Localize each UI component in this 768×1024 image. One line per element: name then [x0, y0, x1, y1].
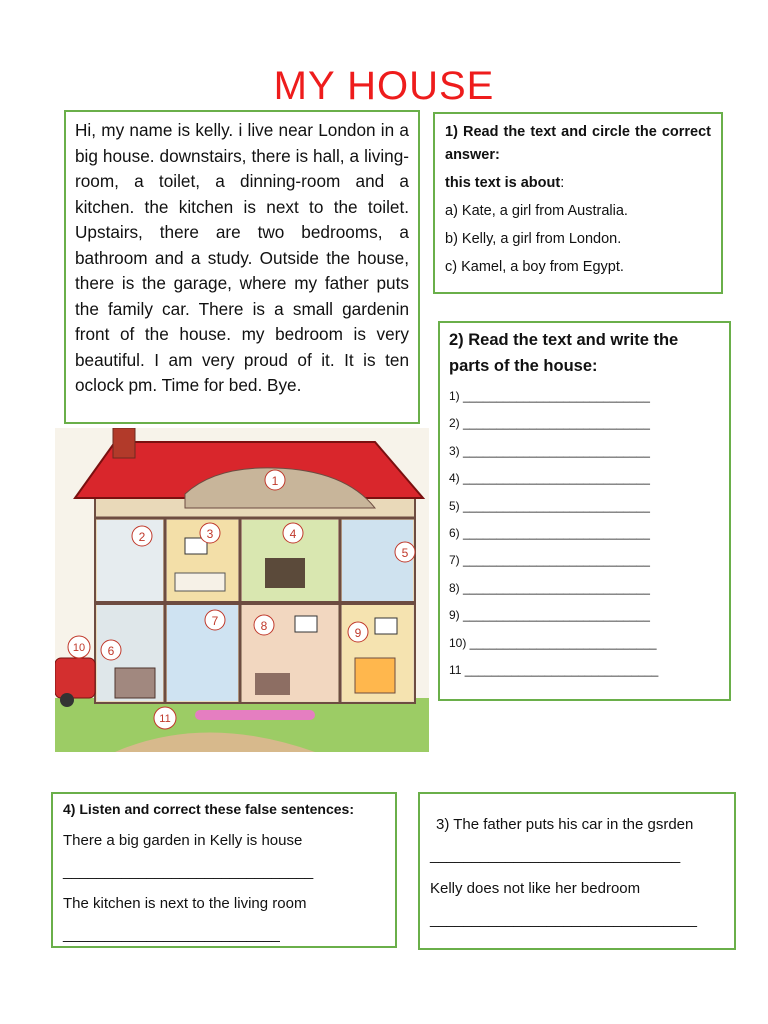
- svg-text:11: 11: [159, 713, 171, 725]
- svg-text:5: 5: [401, 546, 409, 560]
- correction-blank-2[interactable]: __________________________: [63, 926, 280, 943]
- room-label-10: [68, 636, 90, 658]
- answer-line-10[interactable]: 10) ____________________________: [449, 635, 657, 650]
- question-1-prompt-bold: this text is about: [445, 175, 561, 191]
- room-label-9: [348, 622, 368, 642]
- false-sentence-2: The kitchen is next to the living room: [63, 895, 307, 912]
- svg-text:3: 3: [206, 527, 214, 541]
- answer-line-9[interactable]: 9) ____________________________: [449, 608, 650, 623]
- svg-text:8: 8: [260, 619, 268, 633]
- answer-lines: [449, 383, 720, 684]
- false-sentence-1: There a big garden in Kelly is house: [63, 832, 303, 849]
- room-label-2: [132, 526, 152, 546]
- svg-text:4: 4: [289, 527, 297, 541]
- story-text: Hi, my name is kelly. i live near London in a big house. downstairs, there is hall, a living-room, a toilet, a dinning-room and a kitchen. the kitchen is next to the toilet. Upstairs, there are two bedrooms, a bathroom and a study. Outside the house, there is the garage, where my father puts the family car. There is a small gardenin front of the house. my bedroom is very beautiful. I am very proud of it. It is ten oclock pm. Time for bed. Bye.: [75, 120, 409, 395]
- room-label-3: [200, 523, 220, 543]
- svg-text:6: 6: [107, 644, 115, 658]
- house-illustration: [55, 428, 429, 752]
- answer-line-4[interactable]: 4) ____________________________: [449, 471, 650, 486]
- question-3-blank-2[interactable]: ________________________________: [430, 911, 697, 928]
- question-2-heading: 2) Read the text and write the parts of the house:: [449, 331, 679, 375]
- answer-line-5[interactable]: 5) ____________________________: [449, 498, 650, 513]
- question-1-heading: 1) Read the text and circle the correct answer:: [445, 124, 711, 163]
- answer-line-6[interactable]: 6) ____________________________: [449, 525, 650, 540]
- room-label-7: [205, 610, 225, 630]
- answer-line-2[interactable]: 2) ____________________________: [449, 416, 650, 431]
- room-label-1: [265, 470, 285, 490]
- question-3-sentence-1: 3) The father puts his car in the gsrden: [436, 816, 694, 833]
- question-3-sentence-2: Kelly does not like her bedroom: [430, 880, 641, 897]
- svg-text:10: 10: [72, 642, 86, 654]
- question-1-prompt: [445, 175, 711, 191]
- question-3-blank-1[interactable]: ______________________________: [430, 847, 681, 864]
- svg-text:1: 1: [271, 474, 279, 488]
- correction-blank-1[interactable]: ______________________________: [63, 863, 314, 880]
- question-4-heading: 4) Listen and correct these false sentences:: [63, 801, 354, 817]
- answer-line-1[interactable]: 1) ____________________________: [449, 389, 650, 403]
- svg-text:9: 9: [354, 626, 362, 640]
- story-box: [64, 110, 420, 424]
- room-label-11: [154, 707, 176, 729]
- question-1-prompt-colon: :: [560, 175, 565, 191]
- room-label-5: [395, 542, 415, 562]
- option-b[interactable]: b) Kelly, a girl from London.: [445, 231, 622, 247]
- question-2-box: [438, 321, 731, 701]
- room-label-4: [283, 523, 303, 543]
- svg-text:7: 7: [211, 614, 219, 628]
- answer-line-3[interactable]: 3) ____________________________: [449, 443, 650, 458]
- worksheet-title: MY HOUSE: [273, 64, 495, 108]
- option-c[interactable]: c) Kamel, a boy from Egypt.: [445, 259, 624, 275]
- answer-line-8[interactable]: 8) ____________________________: [449, 580, 650, 595]
- room-label-8: [254, 615, 274, 635]
- question-4-box: [51, 792, 397, 948]
- question-1-box: [433, 112, 723, 294]
- svg-text:2: 2: [138, 530, 146, 544]
- question-3-box: [418, 792, 736, 950]
- answer-line-7[interactable]: 7) ____________________________: [449, 553, 650, 568]
- option-a[interactable]: a) Kate, a girl from Australia.: [445, 203, 628, 219]
- answer-line-11[interactable]: 11 _____________________________: [449, 662, 659, 677]
- room-label-6: [101, 640, 121, 660]
